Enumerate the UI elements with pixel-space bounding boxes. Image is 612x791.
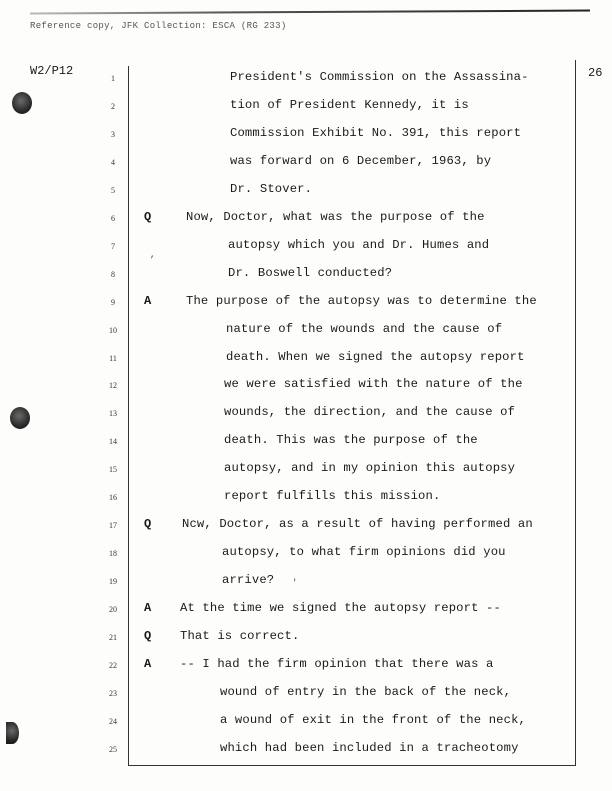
line-text: At the time we signed the autopsy report -- (180, 601, 501, 616)
line-number: 15 (109, 465, 117, 475)
line-text: Ncw, Doctor, as a result of having performed an (182, 517, 533, 532)
line-text: was forward on 6 December, 1963, by (230, 153, 492, 168)
transcript-line (0, 403, 612, 429)
line-number: 13 (109, 409, 117, 419)
line-text: wound of entry in the back of the neck, (220, 684, 512, 699)
line-number: 7 (111, 241, 115, 251)
speaker-label: Q (144, 209, 152, 224)
line-text: autopsy which you and Dr. Humes and (228, 237, 490, 252)
line-number: 25 (109, 744, 117, 754)
line-text: tion of President Kennedy, it is (230, 97, 469, 112)
line-text: arrive? (222, 573, 275, 588)
transcript-line (0, 320, 612, 346)
transcript-line (0, 599, 612, 625)
line-text: a wound of exit in the front of the neck, (220, 712, 527, 727)
line-number: 3 (111, 129, 115, 139)
line-number: 12 (109, 381, 117, 391)
line-number: 22 (109, 660, 117, 670)
bottom-margin-rule (128, 765, 576, 766)
line-number: 6 (111, 213, 115, 223)
page-number: 26 (588, 66, 603, 80)
line-text: death. When we signed the autopsy report (226, 349, 525, 364)
line-text: wounds, the direction, and the cause of (224, 405, 516, 420)
line-text: Commission Exhibit No. 391, this report (230, 125, 522, 140)
top-border-line (30, 10, 590, 15)
transcript-line (0, 152, 612, 178)
line-text: death. This was the purpose of the (224, 433, 478, 448)
line-text: autopsy, and in my opinion this autopsy (224, 461, 516, 476)
line-text: Dr. Stover. (230, 181, 313, 196)
line-number: 14 (109, 437, 117, 447)
line-text: which had been included in a tracheotomy (220, 740, 519, 755)
transcript-line (0, 264, 612, 290)
transcript-line (0, 375, 612, 401)
line-number: 11 (109, 353, 117, 363)
speaker-label: A (144, 293, 152, 308)
sheet-id: W2/P12 (30, 64, 74, 78)
transcript-line (0, 487, 612, 513)
transcript-line (0, 180, 612, 206)
line-number: 10 (109, 325, 117, 335)
transcript-line (0, 711, 612, 737)
line-text: The purpose of the autopsy was to determine the (186, 293, 537, 308)
speaker-label: Q (144, 629, 152, 643)
line-number: 24 (109, 716, 117, 726)
line-number: 19 (109, 577, 117, 587)
transcript-line (0, 515, 612, 541)
transcript-line (0, 655, 612, 681)
speaker-label: Q (144, 517, 152, 532)
transcript-line (0, 236, 612, 262)
transcript-line (0, 68, 612, 94)
line-text: -- I had the firm opinion that there was a (180, 656, 494, 671)
transcript-line (0, 292, 612, 318)
line-text: President's Commission on the Assassina- (230, 70, 529, 84)
line-number: 9 (111, 297, 115, 307)
transcript-line (0, 627, 612, 653)
stray-mark: , (150, 250, 156, 260)
line-text: Dr. Boswell conducted? (228, 265, 393, 280)
line-number: 23 (109, 688, 117, 698)
line-text: autopsy, to what firm opinions did you (222, 545, 506, 560)
line-number: 17 (109, 521, 117, 531)
line-number: 1 (111, 74, 115, 83)
speaker-label: A (144, 601, 152, 616)
line-number: 18 (109, 549, 117, 559)
transcript-line (0, 739, 612, 765)
line-text: report fulfills this mission. (224, 489, 441, 504)
transcript-line (0, 96, 612, 122)
line-text: Now, Doctor, what was the purpose of the (186, 209, 485, 224)
line-text: nature of the wounds and the cause of (226, 321, 503, 336)
line-number: 2 (111, 101, 115, 111)
line-number: 4 (111, 157, 115, 167)
transcript-line (0, 683, 612, 709)
line-number: 8 (111, 269, 115, 279)
line-text: we were satisfied with the nature of the (224, 377, 523, 392)
line-number: 21 (109, 633, 117, 642)
transcript-line (0, 348, 612, 374)
stray-mark: ' (292, 578, 298, 588)
transcript-line (0, 571, 612, 597)
line-number: 20 (109, 605, 117, 615)
transcript-line (0, 124, 612, 150)
transcript-line (0, 543, 612, 569)
transcript-line (0, 459, 612, 485)
transcript-line (0, 208, 612, 234)
transcript-line (0, 431, 612, 457)
line-text: That is correct. (180, 629, 300, 643)
line-number: 16 (109, 493, 117, 503)
reference-header: Reference copy, JFK Collection: ESCA (RG 233) (30, 21, 287, 31)
speaker-label: A (144, 656, 152, 671)
line-number: 5 (111, 185, 115, 195)
